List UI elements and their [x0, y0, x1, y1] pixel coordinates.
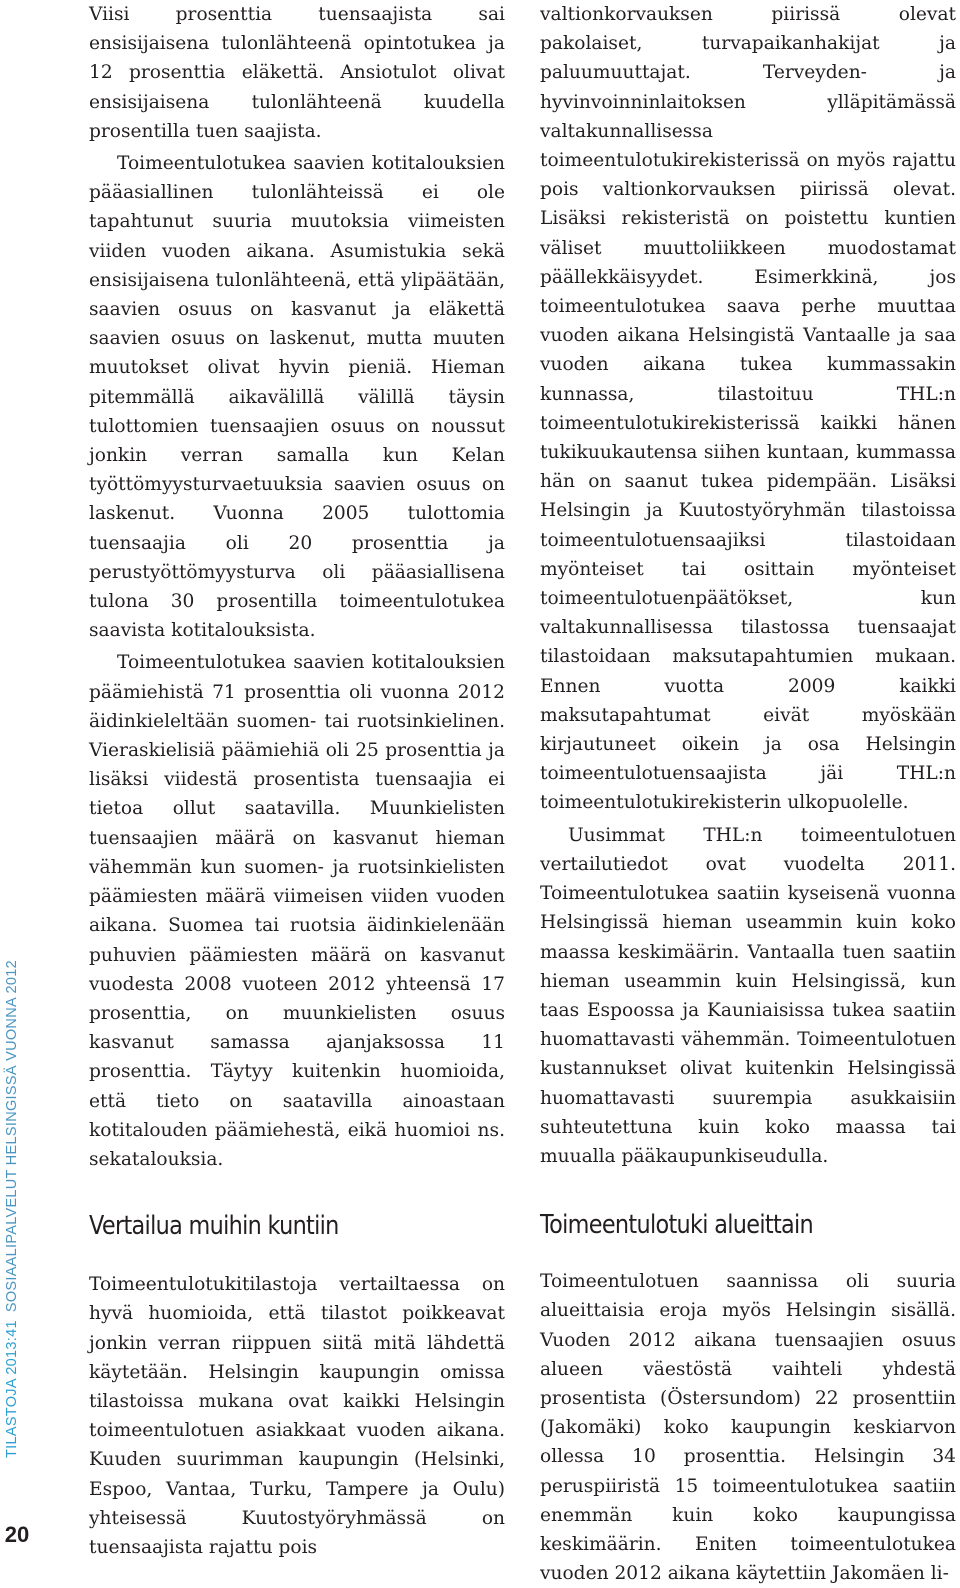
paragraph: valtionkorvauksen piirissä olevat pakolaiset, turvapaikanhakijat ja paluumuuttajat. Terveyden- ja hyvinvoinninlaitoksen ylläpitämässä valtakunnallisessa toimeentulotukirekisterissä on myös rajattu pois valtionkorvauksen piirissä olevat. Lisäksi rekisteristä on poistettu kuntien väliset muuttoliikkeen muodostamat päällekkäisyydet. Esimerkkinä, jos toimeentulotukea saava perhe muuttaa vuoden aikana Helsingistä Vantaalle ja saa vuoden aikana tukea kummassakin kunnassa, tilastoituu THL:n toimeentulotukirekisterissä kaikki hänen tukikuukautensa siihen kuntaan, kummassa hän on saanut tukea pidempään. Lisäksi Helsingin ja Kuutostyöryhmän tilastoissa toimeentulotuensaajiksi tilastoidaan myönteiset tai osittain myönteiset toimeentulotuenpäätökset, kun valtakunnallisessa tilastossa tuensaajat tilastoidaan maksutapahtumien mukaan. Ennen vuotta 2009 kaikki maksutapahtumat eivät myöskään kirjautuneet oikein ja osa Helsingin toimeentulotuensaajista jäi THL:n toimeentulotukirekisterin ulkopuolelle.: [540, 4, 956, 814]
section-heading: Vertailua muihin kuntiin: [89, 1211, 339, 1242]
page-number: 20: [4, 1522, 30, 1547]
paragraph: Viisi prosenttia tuensaajista sai ensisijaisena tulonlähteenä opintotukea ja 12 prosenttia eläkettä. Ansiotulot olivat ensisijaisena tulonlähteenä kuudella prosentilla tuen saajista.: [89, 4, 505, 142]
page-sidebar: [0, 0, 40, 1555]
publication-title-label: SOSIAALIPALVELUT HELSINGISSÄ VUONNA 2012: [4, 960, 20, 1313]
section-heading: Toimeentulotuki alueittain: [540, 1210, 814, 1241]
series-label: TILASTOJA 2013:41: [4, 1320, 20, 1458]
left-column: [89, 0, 505, 1562]
paragraph: Toimeentulotukitilastoja vertailtaessa on hyvä huomioida, että tilastot poikkeavat jonkin verran riippuen siitä mitä lähdettä käytetään. Helsingin kaupungin omissa tilastoissa mukana ovat kaikki Helsingin toimeentulotuen asiakkaat vuoden aikana. Kuuden suurimman kaupungin (Helsinki, Espoo, Vantaa, Turku, Tampere ja Oulu) yhteisessä Kuutostyöryhmässä on tuensaajista rajattu pois: [89, 1274, 505, 1558]
paragraph: Uusimmat THL:n toimeentulotuen vertailutiedot ovat vuodelta 2011. Toimeentulotukea saatiin kyseisenä vuonna Helsingissä hieman useammin kuin koko maassa keskimäärin. Vantaalla tuen saatiin hieman useammin kuin Helsingissä, kun taas Espoossa ja Kauniaisissa tukea saatiin huomattavasti vähemmän. Toimeentulotuen kustannukset olivat kuitenkin Helsingissä huomattavasti suurempia asukkaisiin suhteutettuna kuin koko maassa tai muualla pääkaupunkiseudulla.: [540, 824, 956, 1167]
paragraph: Toimeentulotukea saavien kotitalouksien pääasiallinen tulonlähteissä ei ole tapahtunut suuria muutoksia viimeisten viiden vuoden aikana. Asumistukia sekä ensisijaisena tulonlähteenä, että ylipäätään, saavien osuus on kasvanut ja eläkettä saavien osuus on laskenut, mutta muuten muutokset olivat hyvin pieniä. Hieman pitemmällä aikavälillä välillä täysin tulottomien tuensaajien osuus on noussut jonkin verran samalla kun Kelan työttömyysturvaetuuksia saavien osuus on laskenut. Vuonna 2005 tulottomia tuensaajia oli 20 prosenttia ja perustyöttömyysturva oli pääasiallisena tulona 30 prosentilla toimeentulotukea saavista kotitalouksista.: [89, 153, 505, 642]
paragraph: Toimeentulotukea saavien kotitalouksien päämiehistä 71 prosenttia oli vuonna 2012 äidinkieleltään suomen- tai ruotsinkielinen. Vieraskielisiä päämiehiä oli 25 prosenttia ja lisäksi viidestä prosentista tuensaajia ei tietoa ollut saatavilla. Muunkielisten tuensaajien määrä on kasvanut hieman vähemmän kun suomen- ja ruotsinkielisten päämiesten määrä viimeisen viiden vuoden aikana. Suomea tai ruotsia äidinkielenään puhuvien päämiesten määrä on kasvanut vuodesta 2008 vuoteen 2012 yhteensä 17 prosenttia, on muunkielisten osuus kasvanut samassa ajanjaksossa 11 prosenttia. Täytyy kuitenkin huomioida, että tieto on saatavilla ainoastaan kotitalouden päämiehestä, eikä huomioi ns. sekatalouksia.: [89, 652, 505, 1170]
paragraph: Toimeentulotuen saannissa oli suuria alueittaisia eroja myös Helsingin sisällä. Vuoden 2012 aikana tuensaajien osuus alueen väestöstä vaihteli yhdestä prosentista (Östersundom) 22 prosenttiin (Jakomäki) koko kaupungin keskiarvon ollessa 10 prosenttia. Helsingin 34 peruspiiristä 15 toimeentulotukea saatiin enemmän kuin koko kaupungissa keskimäärin. Eniten toimeentulotukea vuoden 2012 aikana käytettiin Jakomäen li-: [540, 1271, 956, 1585]
running-footer: [4, 960, 20, 1458]
right-column: [540, 0, 956, 1588]
